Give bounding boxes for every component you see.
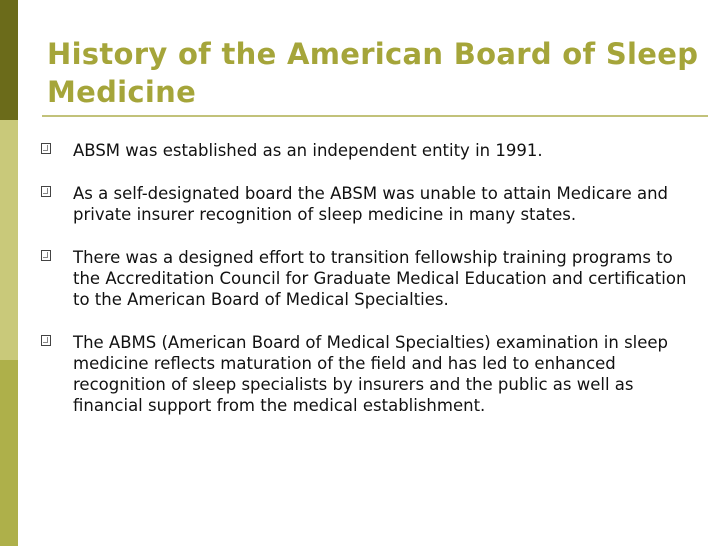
bullet-text: The ABMS (American Board of Medical Specialties) examination in sleep medicine reflects maturation of the field and has led to enhanced recognition of sleep specialists by insurers and the public as well as financial support from the medical establishment.: [73, 333, 669, 415]
hollow-square-icon: [41, 143, 51, 154]
slide-title: History of the American Board of Sleep Medicine: [47, 37, 699, 109]
bullet-item: [40, 183, 700, 225]
bullet-item: [40, 140, 700, 161]
bullet-item: [40, 247, 700, 310]
bullet-text: As a self-designated board the ABSM was unable to attain Medicare and private insurer recognition of sleep medicine in many states.: [73, 184, 669, 224]
left-accent-bar-middle: [0, 120, 18, 360]
bullet-text: There was a designed effort to transition fellowship training programs to the Accreditation Council for Graduate Medical Education and certification to the American Board of Medical Specialties.: [73, 248, 687, 309]
left-accent-bar-top: [0, 0, 18, 120]
bullet-item: [40, 332, 700, 416]
title-divider: [42, 115, 708, 117]
hollow-square-icon: [41, 250, 51, 261]
hollow-square-icon: [41, 186, 51, 197]
bullet-list: [40, 140, 700, 438]
hollow-square-icon: [41, 335, 51, 346]
left-accent-bar-bottom: [0, 360, 18, 546]
bullet-text: ABSM was established as an independent entity in 1991.: [73, 141, 543, 160]
